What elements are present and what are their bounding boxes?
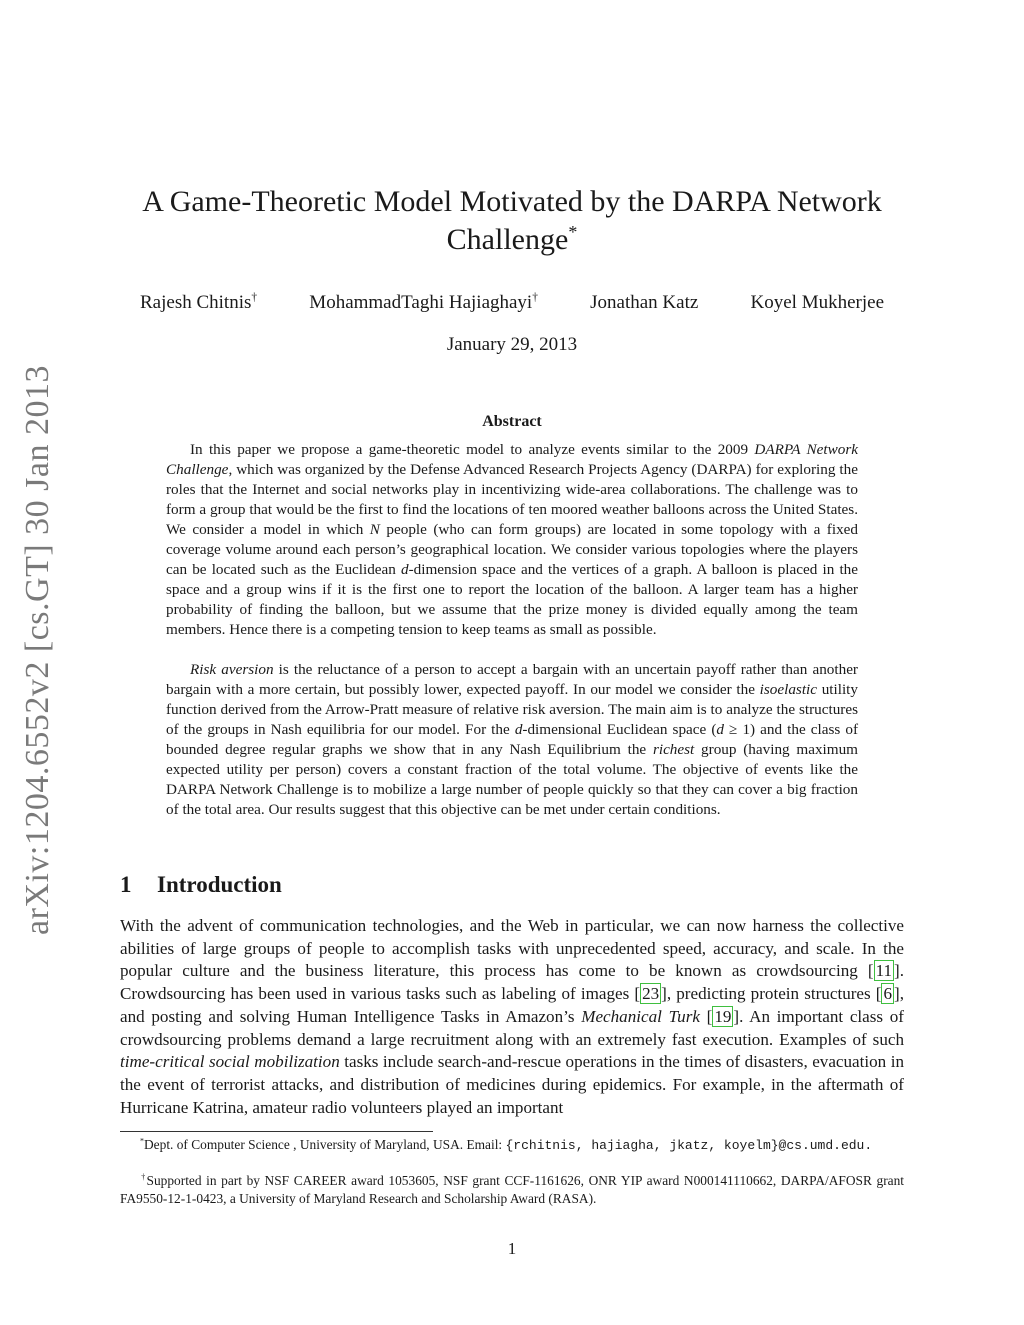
author: Koyel Mukherjee xyxy=(750,292,884,313)
author: Jonathan Katz xyxy=(590,292,699,313)
introduction-paragraph: With the advent of communication technologies, and the Web in particular, we can now harness the collective abilities of large groups of people to accomplish tasks with unprecedented speed, accuracy, and scale. In the popular culture and the business literature, this process has come to be known as crowdsourcing [ 11 ]. Crowdsourcing has been used in various tasks such as labeling of images [ 23 ], predicting protein structures [ 6 ], and posting and solving Human Intelligence Tasks in Amazon’s Mechanical Turk [ 19 ]. An important class of crowdsourcing problems demand a large recruitment along with an extremely fast execution. Examples of such time-critical social mobilization tasks include search-and-rescue operations in the times of disasters, evacuation in the event of terrorist attacks, and distribution of medicines during epidemics. For example, in the aftermath of Hurricane Katrina, amateur radio volunteers played an important xyxy=(120,916,904,1117)
page-number: 1 xyxy=(507,1239,517,1258)
title-line-1: A Game-Theoretic Model Motivated by the DARPA Network xyxy=(142,185,882,218)
title-footnote-mark: * xyxy=(568,222,578,242)
arxiv-identifier: arXiv:1204.6552v2 [cs.GT] 30 Jan 2013 xyxy=(19,365,56,935)
citation-link[interactable]: 19 xyxy=(714,1006,732,1026)
abstract-paragraph-1: In this paper we propose a game-theoretic model to analyze events similar to the 2009 DARPA Network Challenge, which was organized by the Defense Advanced Research Projects Agency (DARPA) for exploring the roles that the Internet and social networks play in incentivizing wide-area collaborations. The challenge was to form a group that would be the first to find the locations of ten moored weather balloons across the United States. We consider a model in which N people (who can form groups) are located in some topology with a fixed coverage volume around each person’s geographical location. We consider various topologies where the players can be located such as the Euclidean d-dimension space and the vertices of a graph. A balloon is placed in the space and a group wins if it is the first one to report the location of the balloon. A larger team has a higher probability of finding the balloon, but we assume that the prize money is divided equally among the team members. Hence there is a competing tension to keep teams as small as possible. xyxy=(166,441,859,638)
arxiv-sidebar xyxy=(14,365,62,935)
paper-title xyxy=(140,183,884,259)
author-list xyxy=(140,292,884,314)
author: Rajesh Chitnis† xyxy=(140,291,258,313)
footnote-2: †Supported in part by NSF CAREER award 1053605, NSF grant CCF-1161626, ONR YIP award N000141110662, DARPA/AFOSR grant FA9550-12-1-0423, a University of Maryland Research and Scholarship Award (RASA). xyxy=(120,1172,905,1206)
section-heading: 1 Introduction xyxy=(120,872,282,897)
abstract-heading: Abstract xyxy=(482,413,542,430)
author: MohammadTaghi Hajiaghayi† xyxy=(309,291,538,313)
citation-link[interactable]: 6 xyxy=(883,984,893,1004)
paper-date: January 29, 2013 xyxy=(446,334,578,355)
citation-link[interactable]: 11 xyxy=(875,961,893,981)
citation-link[interactable]: 23 xyxy=(642,984,660,1004)
abstract-paragraph-2: Risk aversion is the reluctance of a person to accept a bargain with an uncertain payoff rather than another bargain with a more certain, but possibly lower, expected payoff. In our model we consider the isoelastic utility function derived from the Arrow-Pratt measure of relative risk aversion. The main aim is to analyze the structures of the groups in Nash equilibria for our model. For the d-dimensional Euclidean space (d ≥ 1) and the class of bounded degree regular graphs we show that in any Nash Equilibrium the richest group (having maximum expected utility per person) covers a constant fraction of the total volume. The objective of events like the DARPA Network Challenge is to mobilize a large number of people quickly so that they can cover a big fraction of the total area. Our results suggest that this objective can be met under certain conditions. xyxy=(166,661,859,818)
footnote-rule xyxy=(120,1131,433,1132)
footnote-1: *Dept. of Computer Science , University of Maryland, USA. Email: {rchitnis, hajiagha, jkatz, koyelm}@cs.umd.edu. xyxy=(140,1136,873,1153)
title-line-2: Challenge xyxy=(446,223,569,256)
